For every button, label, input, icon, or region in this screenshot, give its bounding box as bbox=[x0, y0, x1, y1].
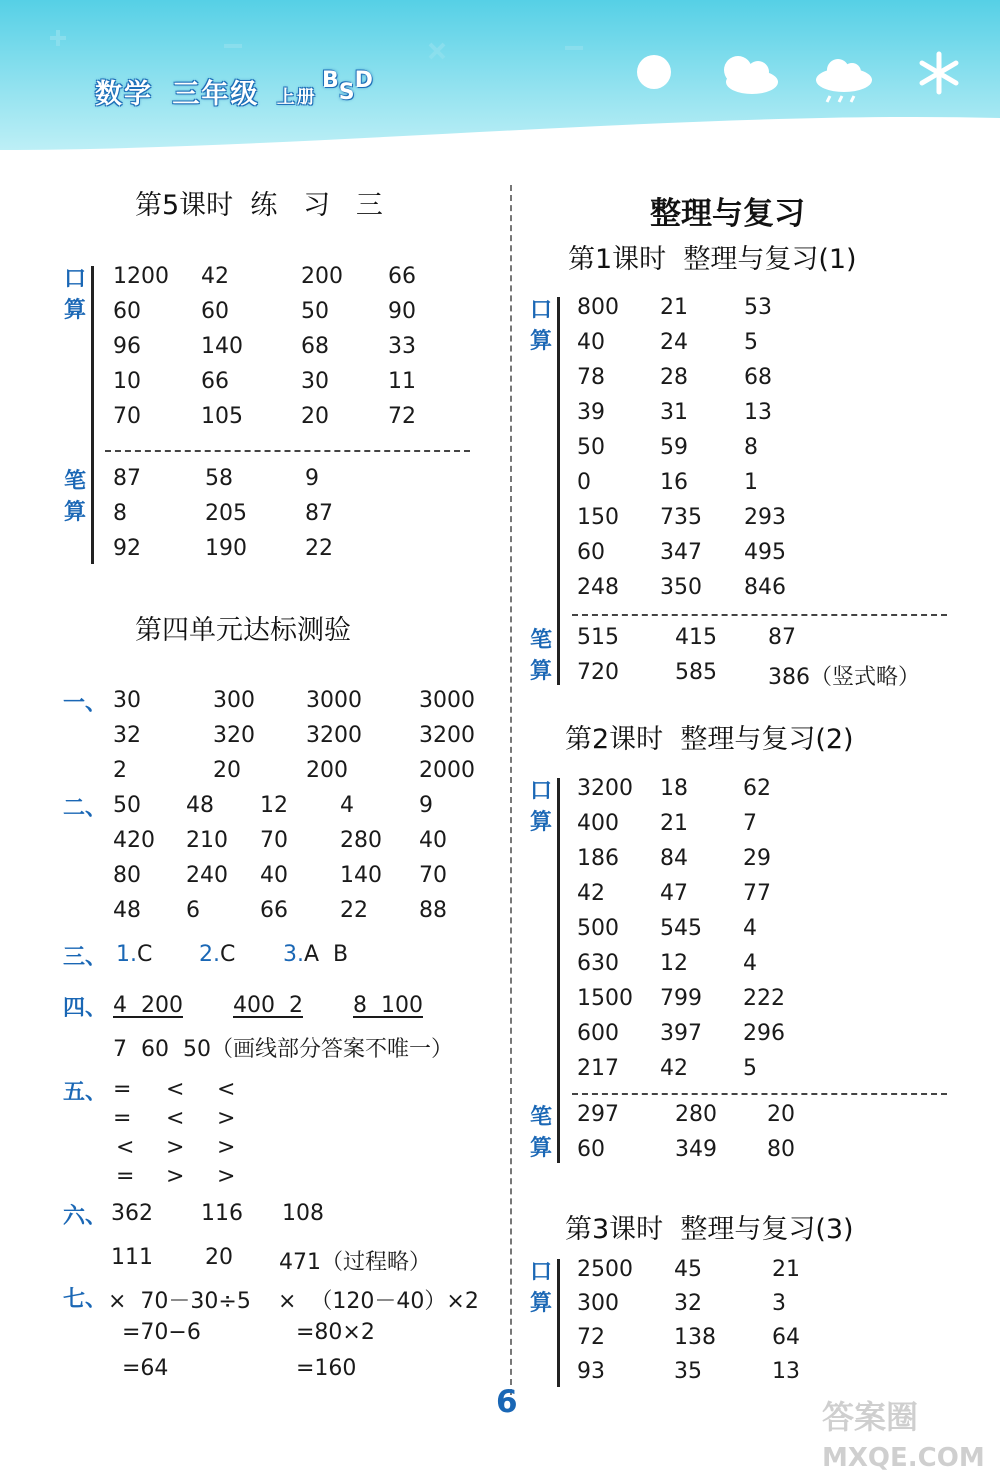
cell: 30 bbox=[113, 688, 141, 713]
q4-line2 bbox=[113, 1032, 493, 1067]
brand-d: D bbox=[354, 68, 373, 93]
cell: 18 bbox=[660, 776, 688, 801]
cell: 42 bbox=[577, 881, 605, 906]
q4-note: 7 60 50（画线部分答案不唯一） bbox=[113, 1037, 453, 1062]
item-answer: C bbox=[220, 942, 236, 967]
table-row bbox=[113, 466, 483, 501]
cell: 12 bbox=[260, 793, 288, 818]
table-row bbox=[577, 435, 947, 470]
label-char: 口 bbox=[63, 267, 86, 292]
cell: 108 bbox=[282, 1201, 324, 1226]
cell: 40 bbox=[577, 330, 605, 355]
table-row bbox=[577, 776, 947, 811]
cell: 3200 bbox=[577, 776, 633, 801]
cell: 138 bbox=[674, 1325, 716, 1350]
kousuan-label bbox=[60, 264, 90, 326]
cell: 60 bbox=[113, 299, 141, 324]
cell: 8 bbox=[744, 435, 758, 460]
cell: 50 bbox=[301, 299, 329, 324]
kousuan-label bbox=[526, 776, 556, 838]
lesson5-bisuan-grid bbox=[113, 466, 483, 571]
table-row bbox=[113, 501, 483, 536]
table-row bbox=[577, 625, 977, 660]
cell: 8 bbox=[113, 501, 127, 526]
cell: 20 bbox=[213, 758, 241, 783]
cell: > bbox=[217, 1164, 236, 1189]
table-row bbox=[577, 295, 947, 330]
cell: 140 bbox=[340, 863, 382, 888]
table-row bbox=[577, 505, 947, 540]
cell: =70−6 bbox=[122, 1320, 201, 1345]
cell: 50 bbox=[113, 793, 141, 818]
cell: 35 bbox=[674, 1359, 702, 1384]
item-number: 2. bbox=[199, 942, 220, 967]
watermark-domain: MXQE.COM bbox=[822, 1443, 985, 1473]
q4-line1 bbox=[113, 993, 483, 1028]
cell: 31 bbox=[660, 400, 688, 425]
right-bar bbox=[557, 778, 560, 1163]
table-row bbox=[113, 1106, 313, 1135]
cell: 5 bbox=[743, 1056, 757, 1081]
cell: 3200 bbox=[419, 723, 475, 748]
cell: 80 bbox=[113, 863, 141, 888]
cell: × 70－30÷5 bbox=[108, 1289, 251, 1314]
cell: 1500 bbox=[577, 986, 633, 1011]
table-row bbox=[577, 540, 947, 575]
label-char: 算 bbox=[529, 810, 552, 835]
label-char: 笔 bbox=[529, 1105, 552, 1130]
table-row bbox=[577, 400, 947, 435]
cell: 30 bbox=[301, 369, 329, 394]
cell: > bbox=[217, 1135, 236, 1160]
table-row bbox=[577, 1021, 947, 1056]
cell: 500 bbox=[577, 916, 619, 941]
q6-grid bbox=[111, 1201, 491, 1280]
cell: 42 bbox=[201, 264, 229, 289]
cell: 28 bbox=[660, 365, 688, 390]
lesson1-kousuan-grid bbox=[577, 295, 947, 610]
cell: 70 bbox=[419, 863, 447, 888]
table-row bbox=[577, 1291, 947, 1325]
cell: 210 bbox=[186, 828, 228, 853]
label-char: 口 bbox=[529, 1260, 552, 1285]
cell: 630 bbox=[577, 951, 619, 976]
cell: 2000 bbox=[419, 758, 475, 783]
cell: 11 bbox=[388, 369, 416, 394]
table-row bbox=[108, 1320, 498, 1356]
table-row bbox=[113, 536, 483, 571]
cell: 150 bbox=[577, 505, 619, 530]
cell: 87 bbox=[305, 501, 333, 526]
cell: 62 bbox=[743, 776, 771, 801]
cell: 53 bbox=[744, 295, 772, 320]
header-title bbox=[95, 72, 317, 111]
cell: 59 bbox=[660, 435, 688, 460]
cell: 300 bbox=[213, 688, 255, 713]
table-row bbox=[113, 404, 483, 439]
lesson1-bisuan-grid bbox=[577, 625, 977, 695]
q7-grid bbox=[108, 1284, 498, 1391]
cell: 1 bbox=[744, 470, 758, 495]
label-char: 算 bbox=[63, 500, 86, 525]
page-number: 6 bbox=[496, 1384, 518, 1420]
q1-grid bbox=[113, 688, 483, 793]
table-row bbox=[577, 1137, 947, 1172]
q1-label: 一、 bbox=[62, 691, 107, 716]
cell: 22 bbox=[340, 898, 368, 923]
cell: 58 bbox=[205, 466, 233, 491]
cell: =80×2 bbox=[296, 1320, 375, 1345]
cell: 2 bbox=[113, 758, 127, 783]
cell: 362 bbox=[111, 1201, 153, 1226]
label-char: 算 bbox=[529, 1291, 552, 1316]
q2-grid bbox=[113, 793, 483, 933]
cell: 735 bbox=[660, 505, 702, 530]
cell: 140 bbox=[201, 334, 243, 359]
left-bar bbox=[91, 266, 94, 564]
cell: = bbox=[113, 1077, 132, 1102]
cell: 397 bbox=[660, 1021, 702, 1046]
cell: 87 bbox=[113, 466, 141, 491]
watermark-logo bbox=[818, 1392, 993, 1474]
label-char: 口 bbox=[529, 298, 552, 323]
q2-label: 二、 bbox=[62, 796, 107, 821]
brand-s: S bbox=[338, 80, 355, 105]
table-row bbox=[108, 1356, 498, 1391]
cell: 9 bbox=[305, 466, 319, 491]
cell: 293 bbox=[744, 505, 786, 530]
cell: 300 bbox=[577, 1291, 619, 1316]
table-row bbox=[113, 723, 483, 758]
cell: < bbox=[116, 1135, 135, 1160]
cell: 280 bbox=[340, 828, 382, 853]
cell: 347 bbox=[660, 540, 702, 565]
cell: 13 bbox=[772, 1359, 800, 1384]
cell: 78 bbox=[577, 365, 605, 390]
cell: 68 bbox=[301, 334, 329, 359]
label-char: 算 bbox=[63, 298, 86, 323]
column-divider bbox=[510, 185, 512, 1395]
cell: 40 bbox=[260, 863, 288, 888]
cell: 64 bbox=[772, 1325, 800, 1350]
q4-label: 四、 bbox=[62, 996, 107, 1021]
cell: 72 bbox=[388, 404, 416, 429]
q7-label: 七、 bbox=[62, 1287, 107, 1312]
table-row bbox=[577, 575, 947, 610]
cell: 13 bbox=[744, 400, 772, 425]
right-bar bbox=[557, 1259, 560, 1387]
lesson5-title: 第5课时 练 习 三 bbox=[135, 190, 383, 221]
cell: 1200 bbox=[113, 264, 169, 289]
cell: < bbox=[166, 1077, 185, 1102]
table-row bbox=[113, 898, 483, 933]
underlined-answer: 4 200 bbox=[113, 993, 183, 1018]
cell: 111 bbox=[111, 1245, 153, 1270]
cell: 4 bbox=[743, 951, 757, 976]
item-number: 3. bbox=[283, 942, 304, 967]
cell: 200 bbox=[301, 264, 343, 289]
table-row bbox=[108, 1284, 498, 1320]
cell: 585 bbox=[675, 660, 717, 685]
label-char: 算 bbox=[529, 329, 552, 354]
cell: 9 bbox=[419, 793, 433, 818]
cell: 515 bbox=[577, 625, 619, 650]
cell: 471（过程略） bbox=[279, 1250, 431, 1275]
cell: 10 bbox=[113, 369, 141, 394]
table-row bbox=[113, 334, 483, 369]
table-row bbox=[111, 1201, 491, 1245]
table-row bbox=[577, 1325, 947, 1359]
cell: 240 bbox=[186, 863, 228, 888]
cell: 846 bbox=[744, 575, 786, 600]
cell: 48 bbox=[113, 898, 141, 923]
cell: > bbox=[217, 1106, 236, 1131]
label-char: 口 bbox=[529, 779, 552, 804]
cell: 600 bbox=[577, 1021, 619, 1046]
q3-label: 三、 bbox=[62, 945, 107, 970]
cell: 90 bbox=[388, 299, 416, 324]
table-row bbox=[577, 916, 947, 951]
cell: 6 bbox=[186, 898, 200, 923]
cell: 105 bbox=[201, 404, 243, 429]
item-number: 1. bbox=[116, 942, 137, 967]
item-answer: C bbox=[137, 942, 153, 967]
table-row bbox=[113, 1077, 313, 1106]
cell: 29 bbox=[743, 846, 771, 871]
cell: 66 bbox=[388, 264, 416, 289]
cell: 386（竖式略） bbox=[768, 665, 920, 690]
lesson2-title: 第2课时 整理与复习(2) bbox=[565, 724, 854, 755]
review-section-title: 整理与复习 bbox=[650, 196, 805, 232]
kousuan-label bbox=[526, 295, 556, 357]
cell: 800 bbox=[577, 295, 619, 320]
cell: 45 bbox=[674, 1257, 702, 1282]
table-row bbox=[113, 758, 483, 793]
cell: 116 bbox=[201, 1201, 243, 1226]
table-row bbox=[577, 881, 947, 916]
table-row bbox=[577, 951, 947, 986]
cell: 200 bbox=[306, 758, 348, 783]
cell: 20 bbox=[301, 404, 329, 429]
cell: 92 bbox=[113, 536, 141, 561]
label-char: 算 bbox=[529, 1136, 552, 1161]
label-char: 笔 bbox=[529, 628, 552, 653]
lesson2-bisuan-grid bbox=[577, 1102, 947, 1172]
cell: 545 bbox=[660, 916, 702, 941]
cell: 60 bbox=[201, 299, 229, 324]
cell: 80 bbox=[767, 1137, 795, 1162]
cell: = bbox=[113, 1106, 132, 1131]
table-row bbox=[113, 688, 483, 723]
cell: 33 bbox=[388, 334, 416, 359]
table-row bbox=[577, 660, 977, 695]
sun-icon bbox=[634, 52, 674, 92]
cell: 32 bbox=[674, 1291, 702, 1316]
cell: 93 bbox=[577, 1359, 605, 1384]
kousuan-label bbox=[526, 1257, 556, 1319]
cell: 7 bbox=[743, 811, 757, 836]
table-row bbox=[113, 264, 483, 299]
table-row bbox=[577, 1056, 947, 1091]
cell: 296 bbox=[743, 1021, 785, 1046]
cell: 415 bbox=[675, 625, 717, 650]
cell: 47 bbox=[660, 881, 688, 906]
cell: 2500 bbox=[577, 1257, 633, 1282]
rain-cloud-icon bbox=[812, 56, 874, 106]
table-row bbox=[577, 986, 947, 1021]
subject-label: 数学 bbox=[95, 79, 153, 110]
q5-grid bbox=[113, 1077, 313, 1193]
table-row bbox=[577, 365, 947, 400]
cell: > bbox=[166, 1135, 185, 1160]
cell: = bbox=[116, 1164, 135, 1189]
cell: 72 bbox=[577, 1325, 605, 1350]
lesson3-kousuan-grid bbox=[577, 1257, 947, 1393]
cell: 720 bbox=[577, 660, 619, 685]
table-row bbox=[113, 793, 483, 828]
table-row bbox=[113, 1135, 313, 1164]
table-row bbox=[577, 330, 947, 365]
cell: 21 bbox=[772, 1257, 800, 1282]
cell: 349 bbox=[675, 1137, 717, 1162]
cell: 20 bbox=[767, 1102, 795, 1127]
q6-label: 六、 bbox=[62, 1204, 107, 1229]
cell: 22 bbox=[305, 536, 333, 561]
table-row bbox=[113, 1164, 313, 1193]
bisuan-label bbox=[60, 466, 90, 528]
cell: 3200 bbox=[306, 723, 362, 748]
cell: 350 bbox=[660, 575, 702, 600]
cell: 3000 bbox=[306, 688, 362, 713]
table-row bbox=[577, 1257, 947, 1291]
lesson3-title: 第3课时 整理与复习(3) bbox=[565, 1214, 854, 1245]
cell: 66 bbox=[260, 898, 288, 923]
table-row bbox=[113, 863, 483, 898]
table-row bbox=[111, 1245, 491, 1280]
cell: 495 bbox=[744, 540, 786, 565]
cloud-sun-icon bbox=[716, 52, 780, 96]
table-row bbox=[577, 846, 947, 881]
cell: 24 bbox=[660, 330, 688, 355]
cell: 40 bbox=[419, 828, 447, 853]
table-row bbox=[577, 1102, 947, 1137]
cell: 66 bbox=[201, 369, 229, 394]
brand-logo bbox=[322, 68, 373, 105]
cell: 217 bbox=[577, 1056, 619, 1081]
unit4-title: 第四单元达标测验 bbox=[135, 615, 351, 646]
cell: 12 bbox=[660, 951, 688, 976]
cell: 280 bbox=[675, 1102, 717, 1127]
cell: 50 bbox=[577, 435, 605, 460]
cell: > bbox=[166, 1164, 185, 1189]
cell: 70 bbox=[260, 828, 288, 853]
cell: 190 bbox=[205, 536, 247, 561]
underlined-answer: 400 2 bbox=[233, 993, 303, 1018]
lesson1-title: 第1课时 整理与复习(1) bbox=[568, 244, 857, 275]
cell: 21 bbox=[660, 295, 688, 320]
cell: 186 bbox=[577, 846, 619, 871]
dashed-separator bbox=[572, 1093, 947, 1095]
q3-answers bbox=[113, 942, 483, 977]
right-bar bbox=[557, 297, 560, 685]
cell: 88 bbox=[419, 898, 447, 923]
table-row bbox=[577, 1359, 947, 1393]
cell: 320 bbox=[213, 723, 255, 748]
lesson2-kousuan-grid bbox=[577, 776, 947, 1091]
cell: < bbox=[217, 1077, 236, 1102]
cell: 400 bbox=[577, 811, 619, 836]
table-row bbox=[577, 470, 947, 505]
cell: 799 bbox=[660, 986, 702, 1011]
cell: 87 bbox=[768, 625, 796, 650]
cell: =160 bbox=[296, 1356, 357, 1381]
cell: 21 bbox=[660, 811, 688, 836]
table-row bbox=[113, 299, 483, 334]
cell: 3000 bbox=[419, 688, 475, 713]
cell: 248 bbox=[577, 575, 619, 600]
cell: < bbox=[166, 1106, 185, 1131]
label-char: 笔 bbox=[63, 469, 86, 494]
cell: 4 bbox=[743, 916, 757, 941]
brand-b: B bbox=[322, 68, 339, 93]
item-answer: A B bbox=[304, 942, 349, 967]
underlined-answer: 8 100 bbox=[353, 993, 423, 1018]
cell: 3 bbox=[772, 1291, 786, 1316]
lesson5-kousuan-grid bbox=[113, 264, 483, 439]
q5-label: 五、 bbox=[62, 1080, 107, 1105]
cell: 20 bbox=[205, 1245, 233, 1270]
cell: 60 bbox=[577, 1137, 605, 1162]
cell: 16 bbox=[660, 470, 688, 495]
table-row bbox=[113, 369, 483, 404]
table-row bbox=[113, 828, 483, 863]
dashed-separator bbox=[105, 450, 470, 452]
cell: 205 bbox=[205, 501, 247, 526]
cell: =64 bbox=[122, 1356, 169, 1381]
table-row bbox=[577, 811, 947, 846]
cell: 297 bbox=[577, 1102, 619, 1127]
grade-label: 三年级 bbox=[172, 79, 260, 110]
bisuan-label bbox=[526, 625, 556, 687]
dashed-separator bbox=[572, 614, 947, 616]
cell: 222 bbox=[743, 986, 785, 1011]
cell: 32 bbox=[113, 723, 141, 748]
cell: 48 bbox=[186, 793, 214, 818]
watermark-text: 答案圈 bbox=[822, 1398, 919, 1436]
cell: 84 bbox=[660, 846, 688, 871]
cell: 420 bbox=[113, 828, 155, 853]
cell: 68 bbox=[744, 365, 772, 390]
cell: 77 bbox=[743, 881, 771, 906]
cell: 0 bbox=[577, 470, 591, 495]
cell: 39 bbox=[577, 400, 605, 425]
volume-label: 上册 bbox=[276, 87, 317, 108]
cell: 70 bbox=[113, 404, 141, 429]
cell: 5 bbox=[744, 330, 758, 355]
bisuan-label bbox=[526, 1102, 556, 1164]
label-char: 算 bbox=[529, 659, 552, 684]
cell: 60 bbox=[577, 540, 605, 565]
cell: 42 bbox=[660, 1056, 688, 1081]
cell: 4 bbox=[340, 793, 354, 818]
cell: 96 bbox=[113, 334, 141, 359]
cell: × （120－40）×2 bbox=[278, 1289, 479, 1314]
snowflake-icon bbox=[916, 50, 962, 96]
